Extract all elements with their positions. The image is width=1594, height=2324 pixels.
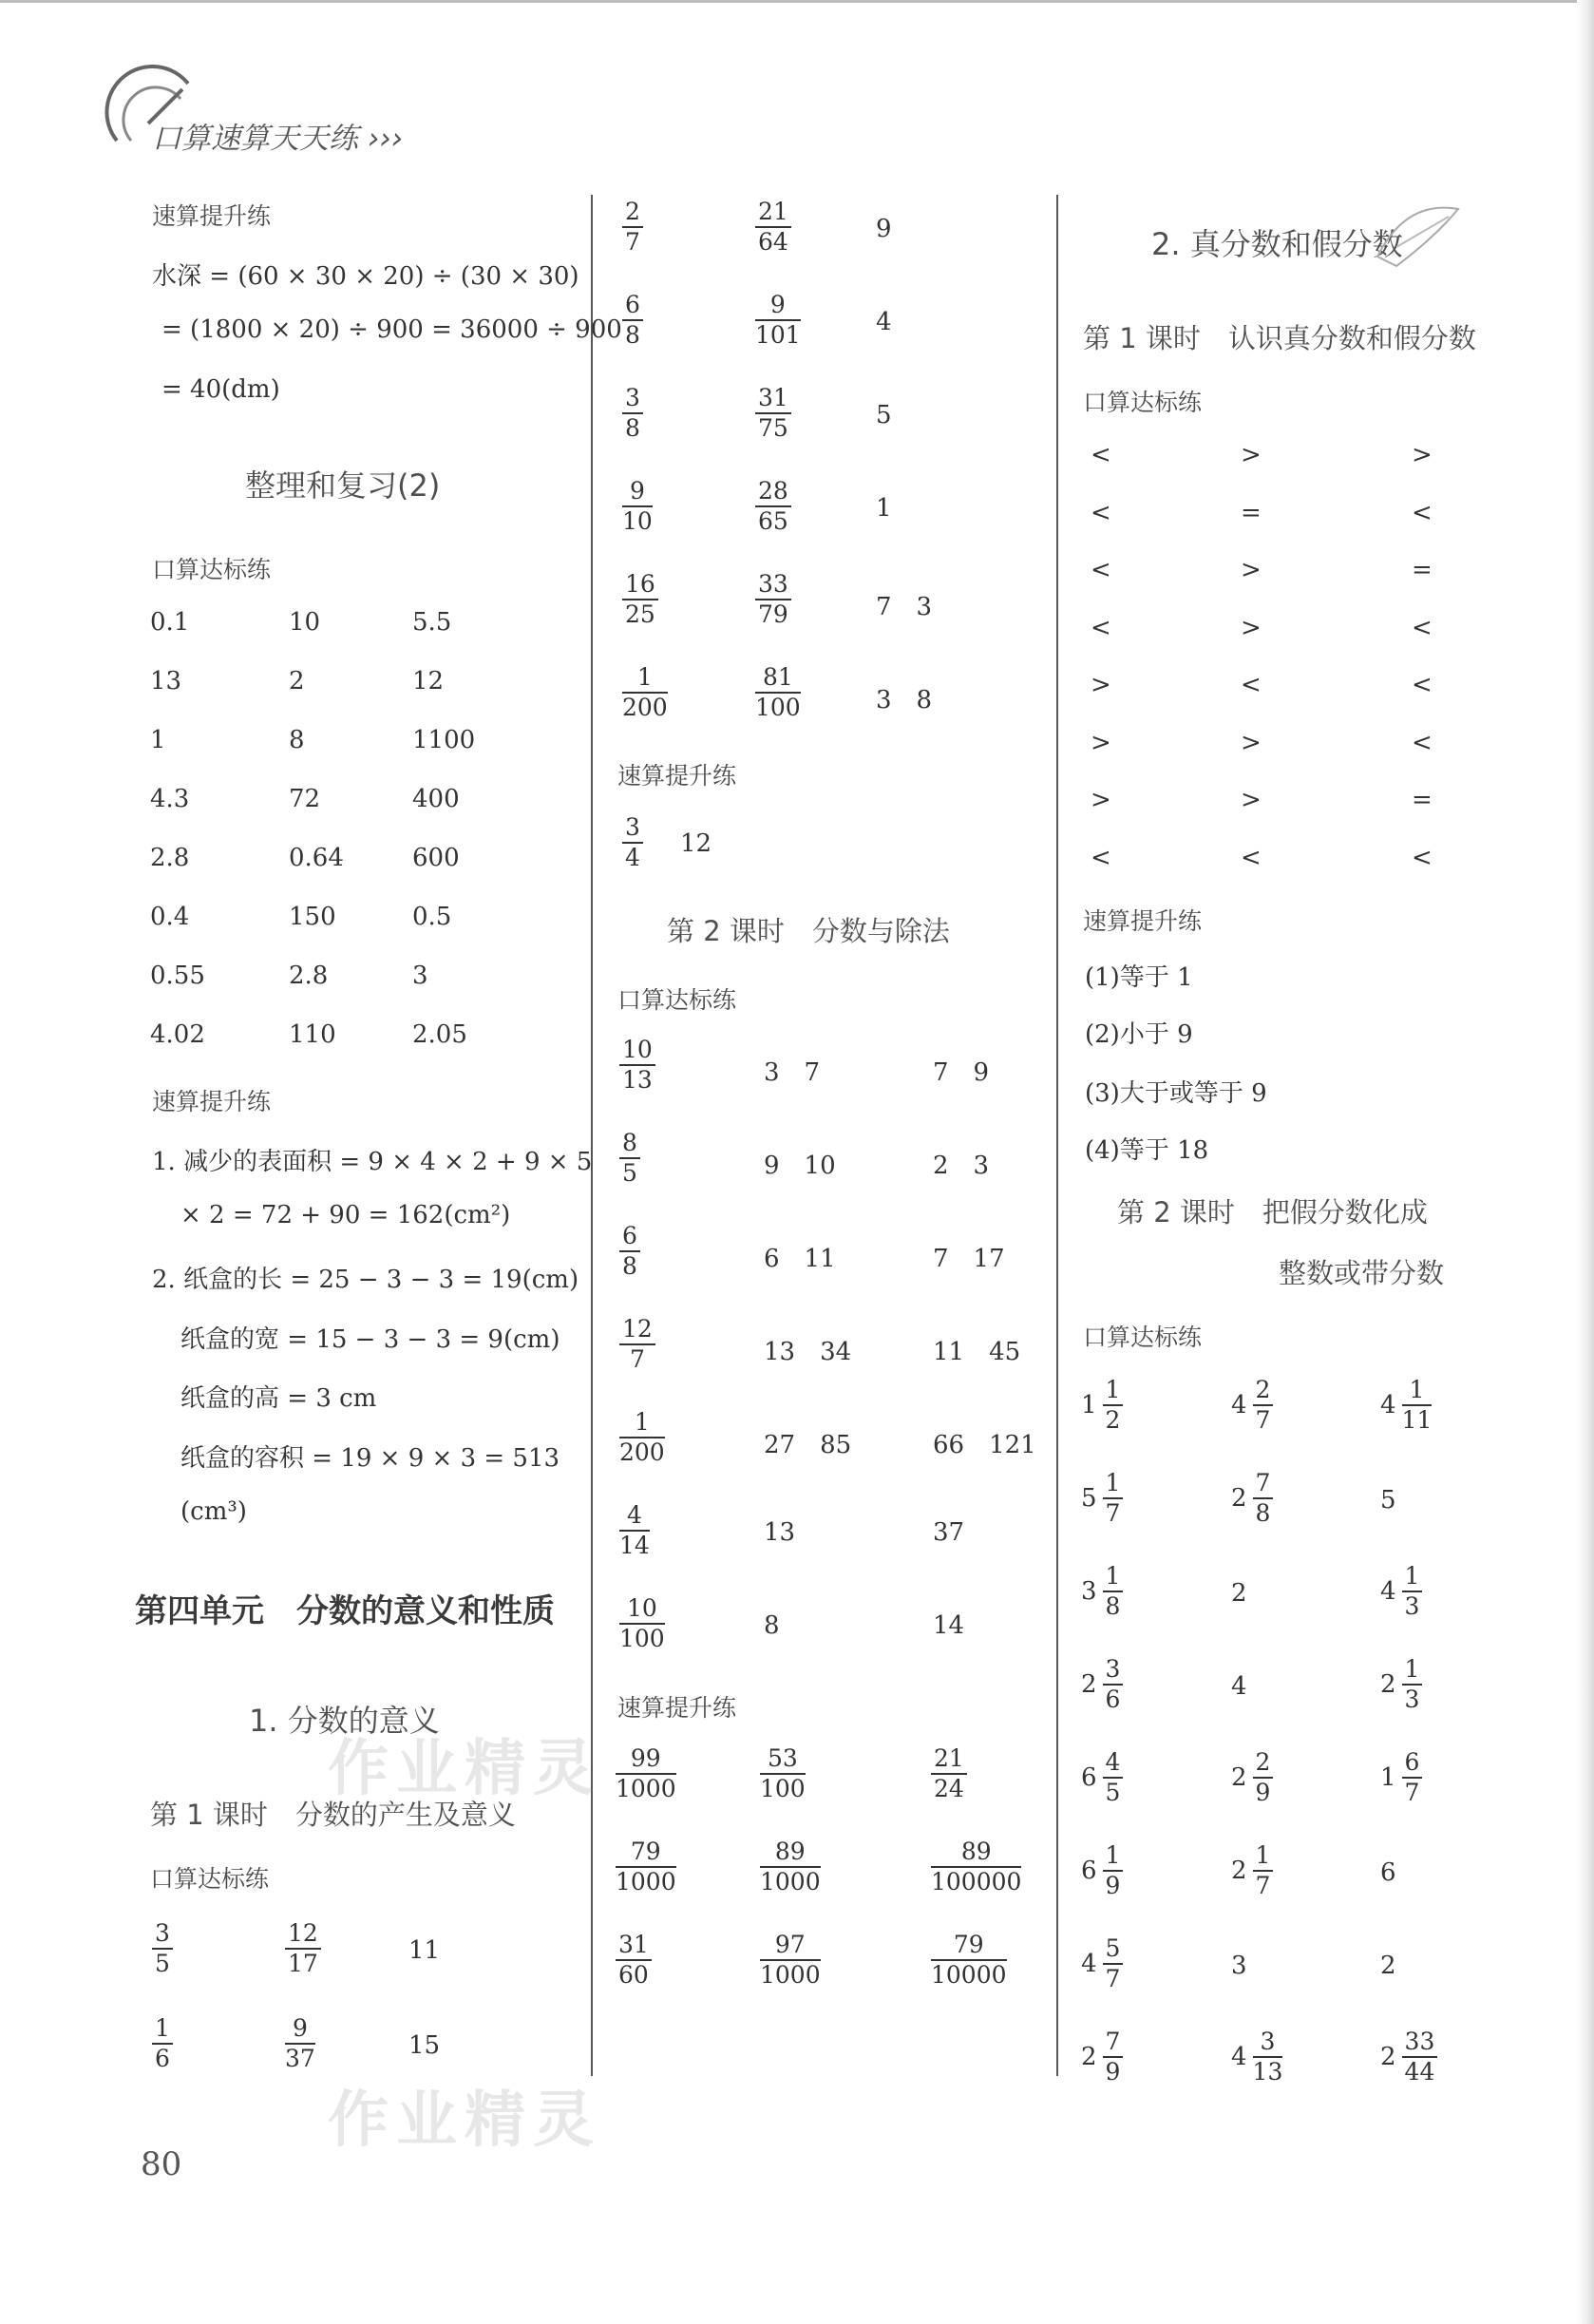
- mixed-number: 4 $\frac{5}{7}$: [1081, 1934, 1123, 1993]
- answer-value: 2: [1380, 1952, 1396, 1980]
- section-title: 口算达标练: [152, 556, 272, 583]
- grid-cell: 0.55: [150, 962, 205, 990]
- grid-cell: 400: [412, 785, 460, 813]
- answer-value: 2: [1231, 1579, 1247, 1608]
- fraction: 97 1000: [760, 1931, 821, 1989]
- section-title: 速算提升练: [1083, 907, 1203, 935]
- fraction: 2 7: [622, 198, 643, 257]
- fraction: $\frac{5}{7}$: [1103, 1934, 1124, 1993]
- answer-value: 11 45: [933, 1338, 1021, 1366]
- fraction: 9 101: [755, 291, 801, 349]
- fraction: 1 200: [619, 1408, 665, 1466]
- grid-cell: 0.4: [150, 903, 190, 931]
- comparison-sign: <: [1412, 671, 1433, 699]
- comparison-sign: =: [1412, 786, 1433, 814]
- mixed-number: 2 $\frac{3}{6}$: [1081, 1655, 1123, 1714]
- grid-cell: 1100: [412, 726, 476, 754]
- comparison-sign: >: [1241, 556, 1262, 584]
- fraction: 1 200: [622, 663, 668, 721]
- grid-cell: 2.8: [289, 962, 329, 990]
- page-edge-shadow: [1577, 0, 1594, 2324]
- mixed-number: 4 $\frac{3}{13}$: [1231, 2028, 1283, 2086]
- fraction: 79 10000: [931, 1931, 1007, 1989]
- grid-cell: 150: [289, 903, 336, 931]
- grid-cell: 4.02: [150, 1020, 205, 1049]
- solution-line: 1. 减少的表面积 = 9 × 4 × 2 + 9 × 5: [152, 1148, 593, 1176]
- answer-value: 7 3: [876, 593, 933, 621]
- part-title: 2. 真分数和假分数: [1151, 226, 1403, 262]
- comparison-sign: >: [1412, 441, 1433, 469]
- section-title: 速算提升练: [617, 762, 737, 790]
- answer-value: 9 10: [764, 1152, 836, 1180]
- mixed-number: 2 $\frac{7}{9}$: [1081, 2028, 1123, 2086]
- page-number: 80: [141, 2145, 182, 2183]
- fraction: $\frac{1}{3}$: [1402, 1562, 1423, 1621]
- mixed-number: 4 $\frac{1}{11}$: [1380, 1376, 1433, 1434]
- fraction: $\frac{2}{7}$: [1253, 1376, 1274, 1435]
- unit-title: 第四单元 分数的意义和性质: [135, 1592, 555, 1630]
- grid-cell: 0.1: [150, 608, 190, 637]
- comparison-sign: <: [1091, 556, 1111, 584]
- lesson-title: 第 1 课时 认识真分数和假分数: [1083, 322, 1476, 354]
- fraction: $\frac{2}{9}$: [1253, 1748, 1274, 1807]
- fraction: 21 24: [931, 1744, 967, 1803]
- fraction: 89 100000: [931, 1838, 1022, 1895]
- answer-value: 6 11: [764, 1245, 836, 1273]
- grid-cell: 10: [289, 608, 321, 637]
- mixed-number: 2 $\frac{7}{8}$: [1231, 1469, 1273, 1528]
- fraction: $\frac{3}{6}$: [1103, 1655, 1124, 1714]
- column-divider-2: [1056, 195, 1058, 2076]
- grid-cell: 13: [150, 667, 182, 695]
- answer-value: 1: [876, 494, 892, 523]
- comparison-sign: <: [1091, 843, 1111, 872]
- answer-value: 11: [408, 1936, 441, 1965]
- grid-cell: 2.05: [412, 1020, 467, 1049]
- section-title: 速算提升练: [152, 1088, 272, 1115]
- fraction: $\frac{1}{7}$: [1253, 1841, 1274, 1900]
- fraction: 1 6: [152, 2014, 173, 2073]
- solution-line: 纸盒的宽 = 15 − 3 − 3 = 9(cm): [180, 1325, 560, 1354]
- fraction: $\frac{33}{44}$: [1402, 2028, 1438, 2086]
- fraction: 3 4: [622, 813, 643, 872]
- fraction: 53 100: [760, 1744, 806, 1802]
- mixed-number: 2 $\frac{1}{3}$: [1380, 1655, 1422, 1714]
- comparison-sign: >: [1241, 441, 1262, 469]
- fraction: 31 60: [616, 1931, 652, 1990]
- section-title: 口算达标练: [150, 1865, 270, 1893]
- solution-line: (cm³): [180, 1497, 247, 1526]
- lesson-title-cont: 整数或带分数: [1279, 1257, 1445, 1289]
- fraction: $\frac{6}{7}$: [1402, 1748, 1423, 1807]
- fraction: 12 7: [619, 1315, 655, 1374]
- section-title: 速算提升练: [617, 1694, 737, 1722]
- grid-cell: 0.5: [412, 903, 452, 931]
- answer-value: 5: [1380, 1486, 1396, 1514]
- comparison-sign: >: [1241, 786, 1262, 814]
- solution-line: 纸盒的容积 = 19 × 9 × 3 = 513: [180, 1444, 560, 1473]
- comparison-sign: =: [1241, 498, 1262, 527]
- grid-cell: 2.8: [150, 844, 190, 872]
- pen-doodle-icon: [1368, 190, 1472, 276]
- fraction: 31 75: [755, 384, 791, 443]
- solution-line: 水深 = (60 × 30 × 20) ÷ (30 × 30): [152, 262, 579, 291]
- fraction: $\frac{3}{13}$: [1252, 2028, 1283, 2086]
- section-title: 速算提升练: [152, 202, 272, 230]
- fraction: 21 64: [755, 198, 791, 257]
- comparison-sign: <: [1412, 498, 1433, 527]
- answer-value: 12: [680, 829, 712, 858]
- fraction: 99 1000: [616, 1744, 676, 1802]
- grid-cell: 12: [412, 667, 445, 695]
- answer-value: 3 7: [764, 1058, 821, 1087]
- comparison-sign: <: [1091, 441, 1111, 469]
- answer-value: 6: [1380, 1858, 1396, 1887]
- answer-value: 27 85: [764, 1431, 852, 1459]
- comparison-sign: <: [1412, 728, 1433, 757]
- fraction: $\frac{7}{8}$: [1253, 1469, 1274, 1528]
- fraction: 79 1000: [616, 1838, 676, 1895]
- mixed-number: 1 $\frac{1}{2}$: [1081, 1376, 1123, 1435]
- comparison-sign: >: [1091, 728, 1111, 757]
- watermark-1: 作业精灵: [328, 1734, 601, 1804]
- fraction: 33 79: [755, 570, 791, 629]
- answer-value: 37: [933, 1518, 965, 1547]
- answer-value: 14: [933, 1611, 965, 1640]
- comparison-sign: <: [1091, 613, 1111, 642]
- fraction: 9 37: [285, 2014, 315, 2072]
- mixed-number: 4 $\frac{2}{7}$: [1231, 1376, 1273, 1435]
- solution-line: 纸盒的高 = 3 cm: [180, 1384, 377, 1413]
- fraction: $\frac{1}{2}$: [1103, 1376, 1124, 1435]
- section-title: 口算达标练: [617, 986, 737, 1014]
- mixed-number: 3 $\frac{1}{8}$: [1081, 1562, 1123, 1621]
- answer-value: 7 17: [933, 1245, 1005, 1273]
- fraction: $\frac{1}{3}$: [1402, 1655, 1423, 1714]
- mixed-number: 2 $\frac{33}{44}$: [1380, 2028, 1437, 2086]
- fraction: $\frac{4}{5}$: [1103, 1748, 1124, 1807]
- mixed-number: 6 $\frac{1}{9}$: [1081, 1841, 1123, 1900]
- answer-value: 66 121: [933, 1431, 1036, 1459]
- comparison-sign: <: [1241, 843, 1262, 872]
- fraction: 9 10: [622, 477, 653, 535]
- fraction: 28 65: [755, 477, 791, 536]
- section-title: 口算达标练: [1083, 1324, 1203, 1351]
- section-title: 口算达标练: [1083, 389, 1203, 416]
- mixed-number: 2 $\frac{2}{9}$: [1231, 1748, 1273, 1807]
- fraction: 16 25: [622, 570, 658, 629]
- answer-line: (2)小于 9: [1085, 1020, 1193, 1049]
- answer-value: 13 34: [764, 1338, 852, 1366]
- solution-line: × 2 = 72 + 90 = 162(cm²): [180, 1201, 511, 1229]
- answer-value: 15: [408, 2031, 441, 2060]
- comparison-sign: <: [1241, 671, 1262, 699]
- answer-value: 8: [764, 1611, 780, 1640]
- comparison-sign: >: [1241, 613, 1262, 642]
- lesson-title: 第 2 课时 分数与除法: [667, 915, 950, 947]
- fraction: 6 8: [619, 1222, 640, 1281]
- fraction: 6 8: [622, 291, 643, 350]
- fraction: 8 5: [619, 1129, 640, 1188]
- fraction: 3 5: [152, 1919, 173, 1978]
- grid-cell: 0.64: [289, 844, 344, 872]
- grid-cell: 4.3: [150, 785, 190, 813]
- header-title: 口算速算天天练 ›››: [152, 122, 404, 156]
- answer-value: 5: [876, 401, 892, 429]
- mixed-number: 1 $\frac{6}{7}$: [1380, 1748, 1422, 1807]
- solution-line: 2. 纸盒的长 = 25 − 3 − 3 = 19(cm): [152, 1266, 579, 1294]
- fraction: 12 17: [285, 1919, 321, 1978]
- answer-value: 4: [1231, 1672, 1247, 1701]
- part-title: 1. 分数的意义: [249, 1703, 440, 1739]
- comparison-sign: <: [1091, 498, 1111, 527]
- fraction: 89 1000: [760, 1838, 821, 1895]
- answer-value: 9: [876, 215, 892, 243]
- answer-line: (1)等于 1: [1085, 963, 1193, 992]
- comparison-sign: >: [1091, 786, 1111, 814]
- answer-line: (3)大于或等于 9: [1085, 1079, 1267, 1108]
- review-title: 整理和复习(2): [245, 467, 441, 504]
- fraction: $\frac{1}{11}$: [1401, 1376, 1433, 1434]
- grid-cell: 3: [412, 962, 428, 990]
- mixed-number: 5 $\frac{1}{7}$: [1081, 1469, 1123, 1528]
- answer-value: 7 9: [933, 1058, 990, 1087]
- comparison-sign: =: [1412, 556, 1433, 584]
- fraction: 81 100: [755, 663, 801, 721]
- fraction: 4 14: [619, 1501, 650, 1559]
- solution-line: = 40(dm): [161, 375, 280, 404]
- answer-value: 3: [1231, 1952, 1247, 1980]
- grid-cell: 110: [289, 1020, 336, 1049]
- grid-cell: 1: [150, 726, 166, 754]
- grid-cell: 8: [289, 726, 305, 754]
- fraction: $\frac{7}{9}$: [1103, 2028, 1124, 2086]
- comparison-sign: >: [1241, 728, 1262, 757]
- mixed-number: 6 $\frac{4}{5}$: [1081, 1748, 1123, 1807]
- comparison-sign: >: [1091, 671, 1111, 699]
- answer-value: 2 3: [933, 1152, 990, 1180]
- lesson-title: 第 1 课时 分数的产生及意义: [150, 1799, 516, 1831]
- answer-line: (4)等于 18: [1085, 1136, 1209, 1165]
- grid-cell: 600: [412, 844, 460, 872]
- mixed-number: 2 $\frac{1}{7}$: [1231, 1841, 1273, 1900]
- grid-cell: 5.5: [412, 608, 452, 637]
- comparison-sign: <: [1412, 843, 1433, 872]
- fraction: 10 13: [619, 1036, 655, 1095]
- grid-cell: 2: [289, 667, 305, 695]
- fraction: $\frac{1}{9}$: [1103, 1841, 1124, 1900]
- grid-cell: 72: [289, 785, 321, 813]
- lesson-title: 第 2 课时 把假分数化成: [1117, 1196, 1428, 1229]
- answer-value: 4: [876, 308, 892, 336]
- fraction: $\frac{1}{7}$: [1103, 1469, 1124, 1528]
- watermark-2: 作业精灵: [328, 2086, 601, 2156]
- fraction: 3 8: [622, 384, 643, 443]
- fraction: $\frac{1}{8}$: [1103, 1562, 1124, 1621]
- mixed-number: 4 $\frac{1}{3}$: [1380, 1562, 1422, 1621]
- solution-line: = (1800 × 20) ÷ 900 = 36000 ÷ 900: [161, 315, 622, 344]
- top-border: [0, 0, 1594, 3]
- answer-value: 13: [764, 1518, 796, 1547]
- comparison-sign: <: [1412, 613, 1433, 642]
- answer-value: 3 8: [876, 686, 933, 714]
- fraction: 10 100: [619, 1594, 665, 1652]
